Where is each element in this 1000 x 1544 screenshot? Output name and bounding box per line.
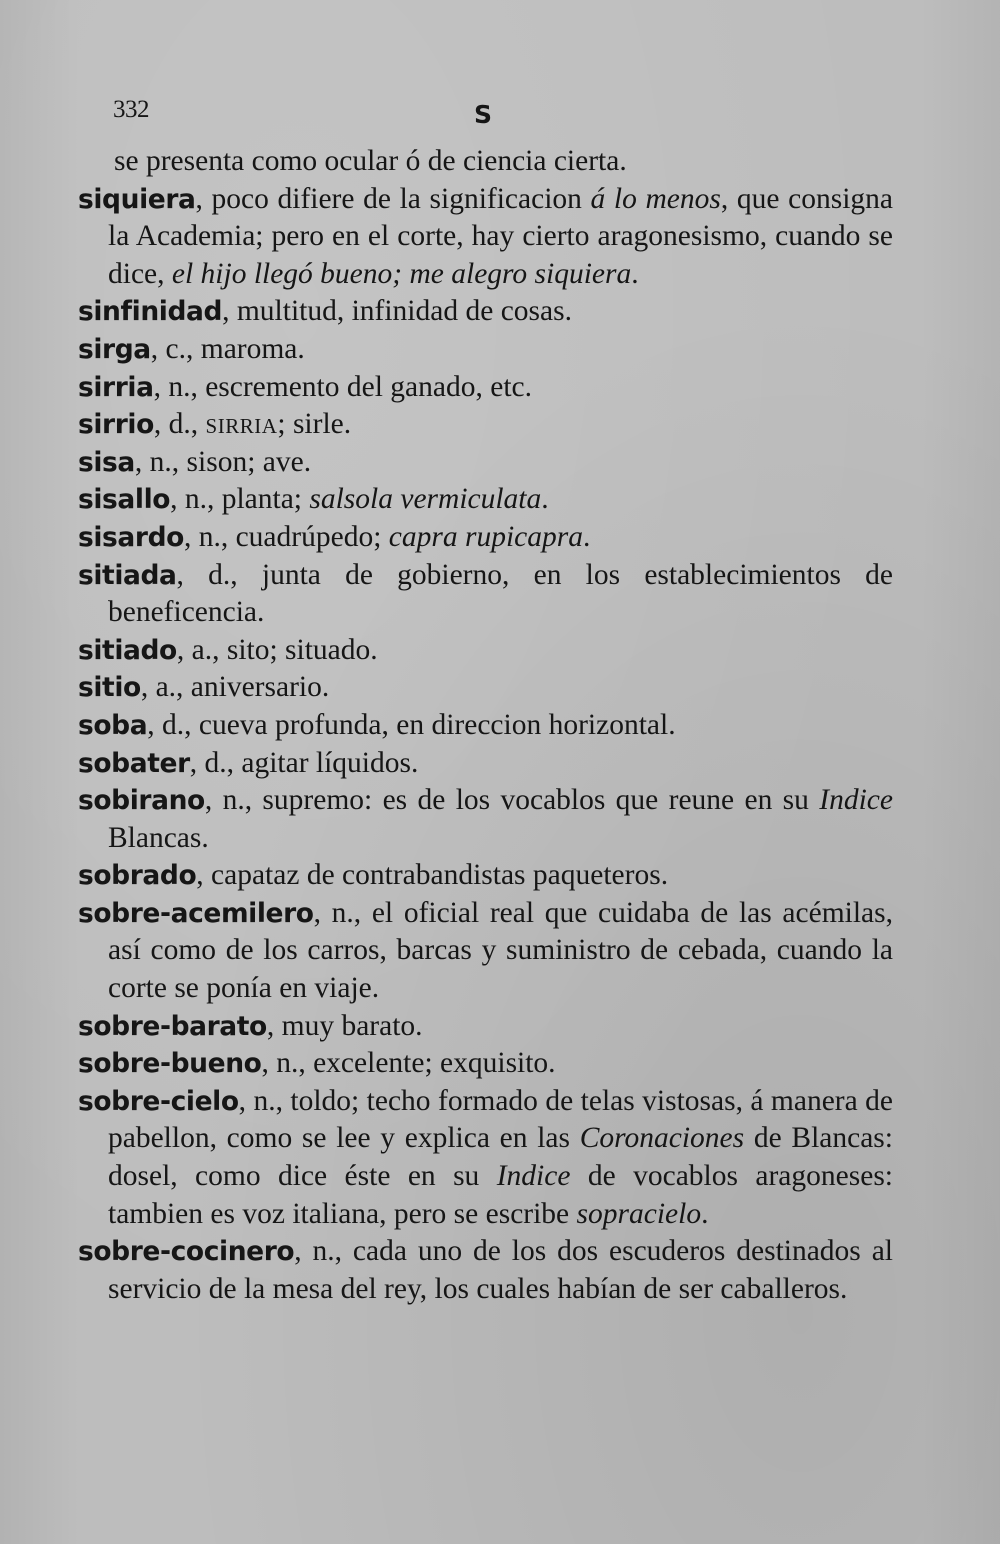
dictionary-entry bbox=[78, 519, 893, 557]
entry-headword: sirria bbox=[78, 371, 154, 403]
dictionary-entry bbox=[78, 369, 893, 407]
entry-headword: sobre-cocinero bbox=[78, 1236, 295, 1268]
entry-headword: sitiado bbox=[78, 634, 177, 666]
dictionary-entry bbox=[78, 895, 893, 1008]
entry-headword: siquiera bbox=[78, 183, 196, 215]
entry-definition: ; sirle. bbox=[277, 408, 352, 441]
entry-definition: , n., toldo; techo formado de telas vistosas, á manera de pabellon, como se lee y explica en las bbox=[108, 1084, 893, 1155]
entry-definition: , n., el oficial real que cuidaba de las acémilas, así como de los carros, barcas y suministro de cebada, cuando la corte se ponía en viaje. bbox=[108, 896, 893, 1005]
entry-cross-reference: sirria bbox=[205, 408, 278, 441]
entry-headword: sisallo bbox=[78, 484, 171, 516]
entry-definition: , c., maroma. bbox=[150, 332, 305, 365]
entry-italic-text: capra rupicapra bbox=[388, 520, 583, 553]
dictionary-entry bbox=[78, 481, 893, 519]
entry-headword: sobrado bbox=[78, 860, 197, 892]
entry-headword: sobirano bbox=[78, 785, 205, 817]
dictionary-entry bbox=[78, 1233, 893, 1308]
entry-definition: , n., supremo: es de los vocablos que reune en su bbox=[204, 784, 820, 817]
dictionary-text bbox=[78, 143, 893, 1308]
dictionary-entry bbox=[78, 444, 893, 482]
entry-headword: sisardo bbox=[78, 521, 184, 553]
entry-list bbox=[78, 181, 893, 1309]
dictionary-entry bbox=[78, 331, 893, 369]
dictionary-entry bbox=[78, 857, 893, 895]
page-number: 332 bbox=[113, 96, 149, 123]
entry-italic-text: Indice bbox=[819, 784, 893, 817]
entry-definition: , capataz de contrabandistas paqueteros. bbox=[196, 859, 669, 892]
entry-definition: , a., sito; situado. bbox=[176, 633, 378, 666]
entry-definition: . bbox=[541, 483, 549, 516]
entry-definition: , que consigna la Academia; pero en el corte, hay cierto aragonesismo, cuando se dice, bbox=[108, 182, 893, 290]
dictionary-entry bbox=[78, 293, 893, 331]
entry-definition: Blancas. bbox=[108, 821, 209, 854]
entry-headword: sobre-cielo bbox=[78, 1085, 239, 1117]
entry-definition: . bbox=[701, 1197, 709, 1230]
entry-italic-text: salsola vermiculata bbox=[309, 483, 542, 516]
entry-definition: , poco difiere de la significacion bbox=[195, 182, 591, 215]
entry-headword: sirga bbox=[78, 333, 151, 365]
entry-definition: de Blancas: dosel, como dice éste en su bbox=[108, 1122, 893, 1193]
entry-definition: , d., junta de gobierno, en los establecimientos de beneficencia. bbox=[108, 558, 893, 629]
entry-headword: sitiada bbox=[78, 559, 177, 591]
entry-italic-text: á lo menos bbox=[590, 182, 721, 215]
running-head: S bbox=[474, 100, 493, 129]
entry-headword: sinfinidad bbox=[78, 296, 223, 328]
entry-definition: , n., sison; ave. bbox=[134, 445, 312, 478]
entry-definition: , muy barato. bbox=[266, 1009, 423, 1042]
entry-definition: , d., cueva profunda, en direccion horizontal. bbox=[147, 708, 676, 741]
dictionary-entry bbox=[78, 406, 893, 444]
entry-italic-text: Coronaciones bbox=[579, 1122, 745, 1155]
entry-definition: , a., aniversario. bbox=[140, 671, 330, 704]
entry-definition: , n., cuadrúpedo; bbox=[183, 520, 389, 553]
dictionary-entry bbox=[78, 1008, 893, 1046]
entry-headword: soba bbox=[78, 709, 148, 741]
entry-headword: sobre-barato bbox=[78, 1010, 267, 1042]
dictionary-entry bbox=[78, 1045, 893, 1083]
entry-definition: , n., excelente; exquisito. bbox=[261, 1047, 556, 1080]
entry-definition: . bbox=[631, 257, 639, 290]
entry-italic-text: sopracielo bbox=[576, 1197, 702, 1230]
dictionary-entry bbox=[78, 1083, 893, 1233]
entry-definition: , n., cada uno de los dos escuderos destinados al servicio de la mesa del rey, los cuales habían de ser caballeros. bbox=[108, 1235, 893, 1305]
dictionary-entry bbox=[78, 557, 893, 632]
dictionary-entry bbox=[78, 745, 893, 783]
entry-definition: de vocablos aragoneses: tambien es voz italiana, pero se escribe bbox=[108, 1160, 893, 1230]
entry-headword: sirrio bbox=[78, 409, 154, 441]
continuation-line: se presenta como ocular ó de ciencia cierta. bbox=[114, 145, 627, 177]
page-header bbox=[0, 96, 1000, 136]
entry-headword: sobre-acemilero bbox=[78, 897, 314, 929]
entry-definition: , d., bbox=[153, 408, 206, 441]
entry-headword: sobater bbox=[78, 747, 190, 779]
entry-headword: sitio bbox=[78, 672, 141, 704]
dictionary-entry bbox=[78, 782, 893, 857]
dictionary-entry bbox=[78, 181, 893, 294]
entry-definition: , multitud, infinidad de cosas. bbox=[222, 295, 572, 328]
entry-definition: , n., escremento del ganado, etc. bbox=[153, 370, 532, 403]
dictionary-entry bbox=[78, 669, 893, 707]
entry-headword: sisa bbox=[78, 446, 135, 478]
entry-definition: , n., planta; bbox=[170, 483, 310, 516]
entry-headword: sobre-bueno bbox=[78, 1048, 262, 1080]
dictionary-entry bbox=[78, 707, 893, 745]
dictionary-entry bbox=[78, 632, 893, 670]
entry-definition: , d., agitar líquidos. bbox=[189, 746, 419, 779]
entry-italic-text: el hijo llegó bueno; me alegro siquiera bbox=[171, 257, 632, 290]
entry-italic-text: Indice bbox=[496, 1160, 571, 1193]
entry-definition: . bbox=[582, 520, 591, 553]
